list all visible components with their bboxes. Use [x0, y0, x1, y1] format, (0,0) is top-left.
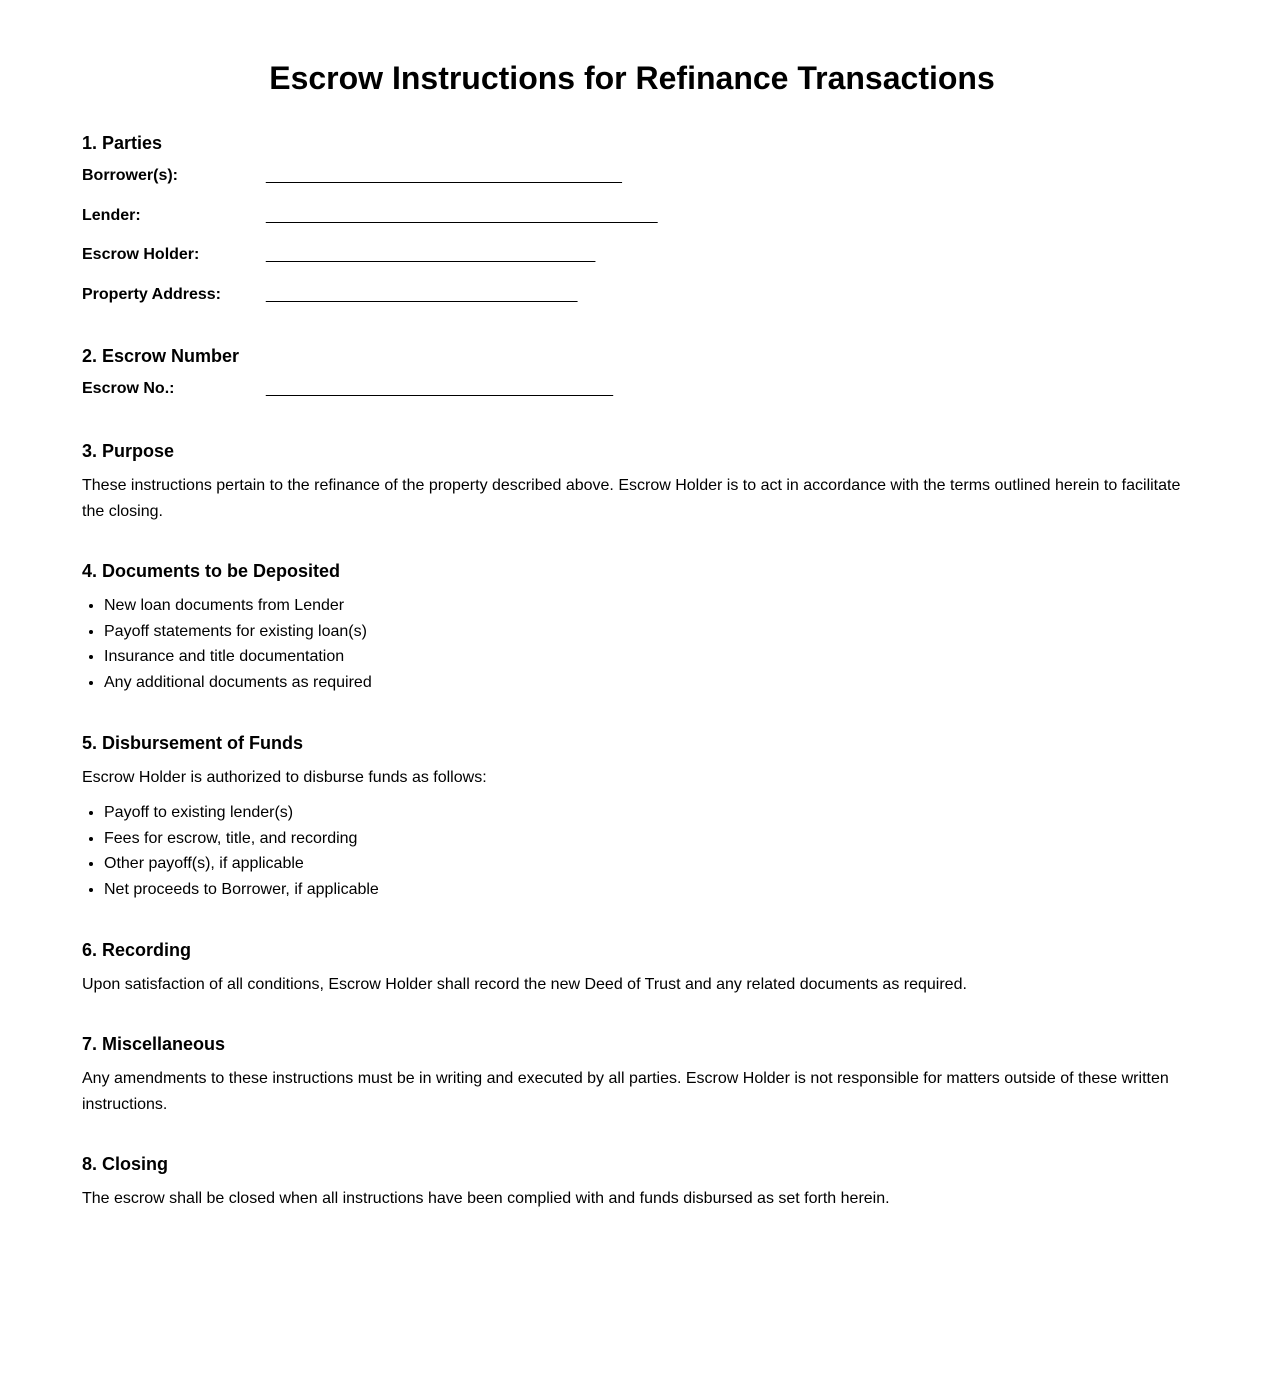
lender-blank-line[interactable]: ____________________________________________: [266, 206, 658, 224]
section-closing: [82, 1153, 1182, 1212]
miscellaneous-text: Any amendments to these instructions must be in writing and executed by all parties. Escrow Holder is not responsible for matters outside of these written instructions.: [82, 1070, 1169, 1113]
disbursement-intro: Escrow Holder is authorized to disburse funds as follows:: [82, 769, 487, 786]
escrow-holder-blank-line[interactable]: _____________________________________: [266, 246, 596, 263]
list-item: • Any additional documents as required: [104, 670, 1182, 696]
section-heading-purpose: 3. Purpose: [82, 441, 175, 461]
field-row-escrow-no: [82, 380, 1182, 420]
purpose-text: These instructions pertain to the refinance of the property described above. Escrow Holder is to act in accordance with the terms outlined herein to facilitate the closing.: [82, 477, 1181, 520]
section-heading-disbursement: 5. Disbursement of Funds: [82, 733, 304, 753]
section-documents: [82, 560, 1182, 696]
field-label-borrowers: Borrower(s):: [82, 167, 179, 184]
closing-text: The escrow shall be closed when all instructions have been complied with and funds disbursed as set forth herein.: [82, 1190, 890, 1207]
section-miscellaneous: [82, 1033, 1182, 1118]
escrow-no-blank-line[interactable]: _______________________________________: [266, 380, 614, 397]
list-item: • Payoff statements for existing loan(s): [104, 619, 1182, 645]
disbursement-list: [82, 800, 1182, 903]
field-row-lender: [82, 207, 1182, 247]
list-item: • Fees for escrow, title, and recording: [104, 826, 1182, 852]
field-label-escrow-no: Escrow No.:: [82, 380, 175, 397]
recording-text: Upon satisfaction of all conditions, Escrow Holder shall record the new Deed of Trust and any related documents as required.: [82, 976, 967, 993]
field-label-lender: Lender:: [82, 206, 141, 224]
section-heading-escrow-number: 2. Escrow Number: [82, 346, 240, 366]
section-recording: [82, 939, 1182, 998]
field-row-borrowers: [82, 167, 1182, 207]
list-item: • Insurance and title documentation: [104, 644, 1182, 670]
documents-list: [82, 593, 1182, 696]
section-heading-miscellaneous: 7. Miscellaneous: [82, 1034, 226, 1054]
section-heading-recording: 6. Recording: [82, 940, 192, 960]
document-title: Escrow Instructions for Refinance Transactions: [269, 60, 995, 96]
section-escrow-number: [82, 345, 1182, 420]
field-row-property-address: [82, 286, 1182, 326]
field-label-escrow-holder: Escrow Holder:: [82, 246, 200, 263]
section-purpose: [82, 440, 1182, 525]
list-item: • Other payoff(s), if applicable: [104, 851, 1182, 877]
section-heading-parties: 1. Parties: [82, 133, 163, 153]
section-parties: [82, 132, 1182, 325]
section-disbursement: [82, 732, 1182, 903]
list-item: • Net proceeds to Borrower, if applicable: [104, 877, 1182, 903]
field-row-escrow-holder: [82, 246, 1182, 286]
field-label-property-address: Property Address:: [82, 285, 221, 303]
list-item: • Payoff to existing lender(s): [104, 800, 1182, 826]
section-heading-documents: 4. Documents to be Deposited: [82, 561, 341, 581]
property-address-blank-line[interactable]: ___________________________________: [266, 285, 578, 303]
list-item: • New loan documents from Lender: [104, 593, 1182, 619]
section-heading-closing: 8. Closing: [82, 1154, 169, 1174]
borrowers-blank-line[interactable]: ________________________________________: [266, 167, 622, 184]
